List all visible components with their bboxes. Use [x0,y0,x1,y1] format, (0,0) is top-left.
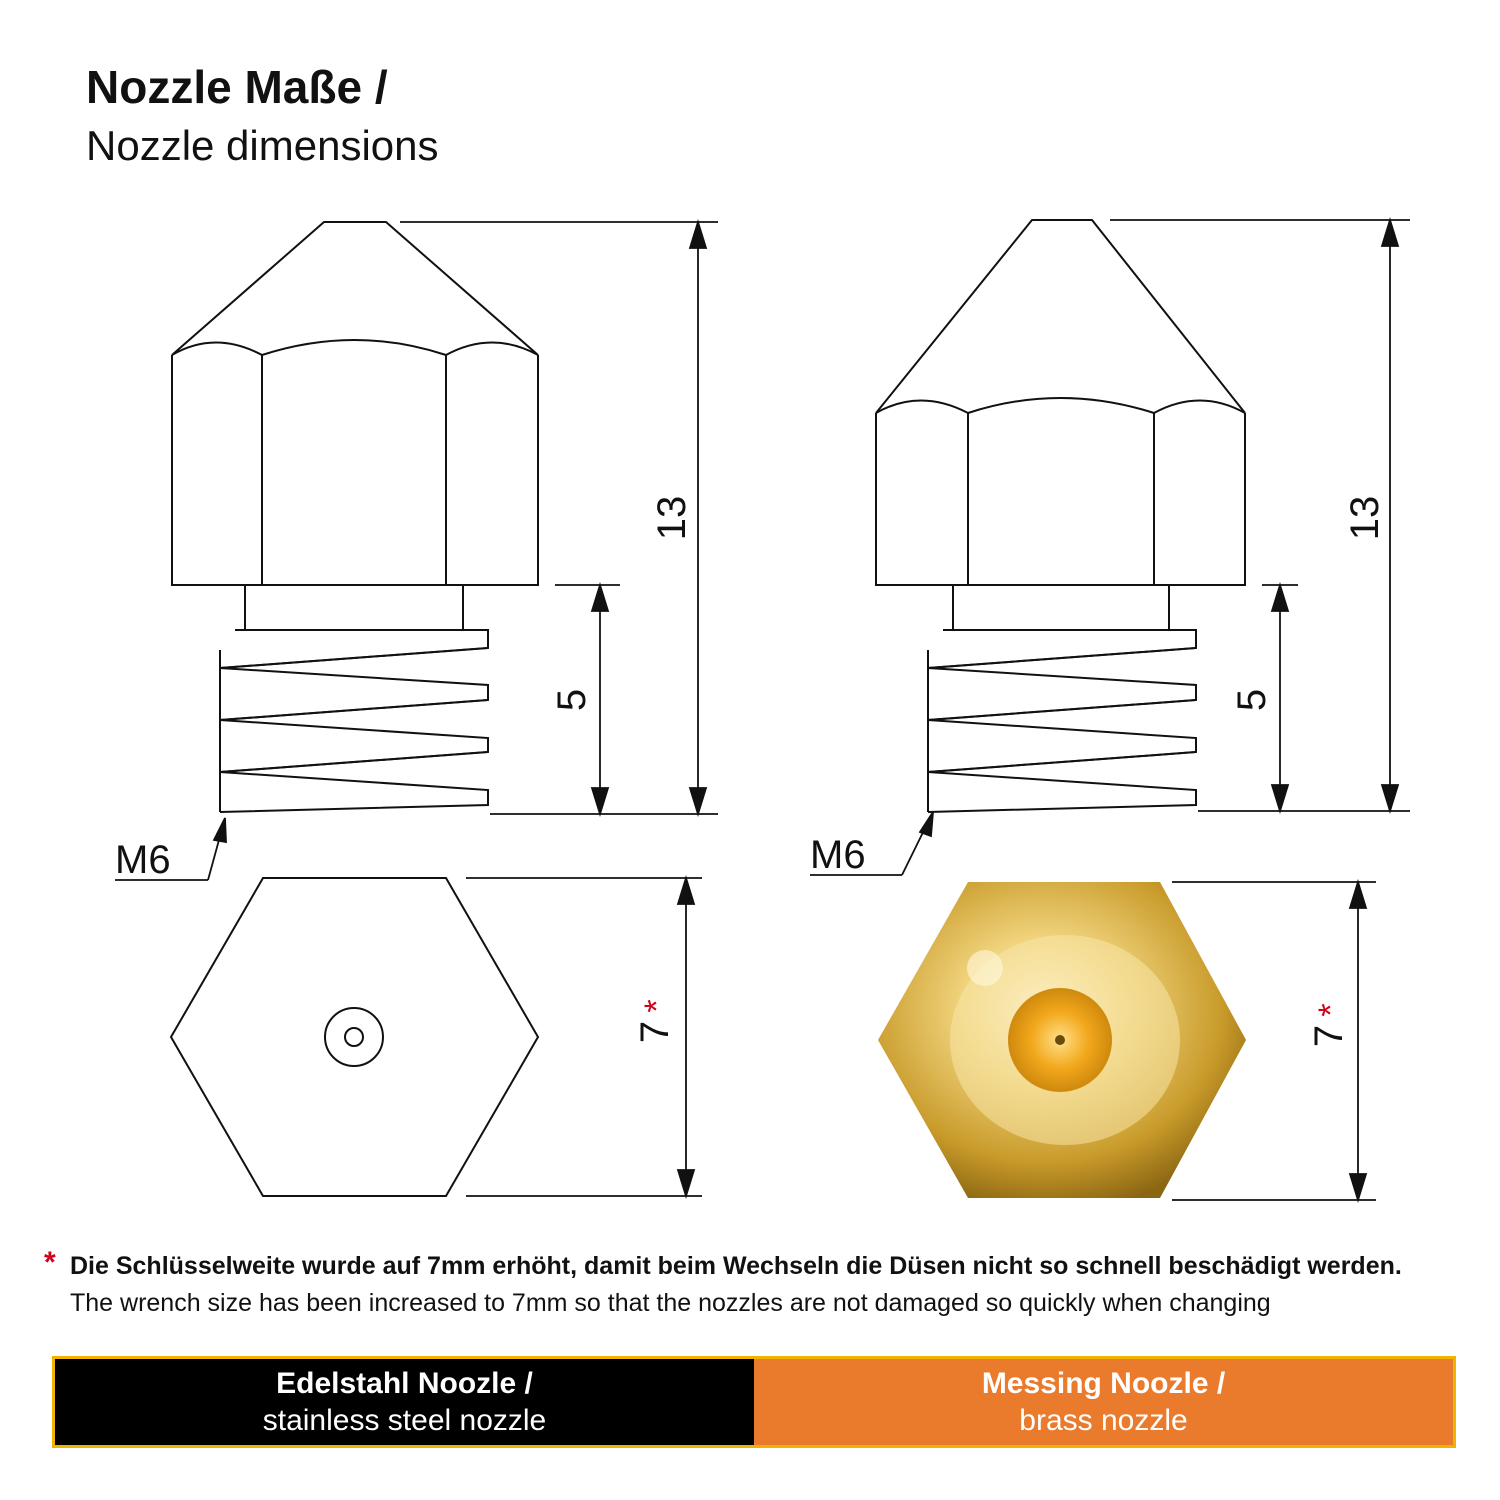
steel-dimension-lines [115,222,718,880]
legend-brass [754,1359,1453,1445]
brass-wrench-label: 7 [1307,1024,1351,1048]
steel-thread-length-label: 5 [550,688,594,712]
steel-wrench-label: 7 [633,1020,677,1044]
brass-thread-length-label: 5 [1230,688,1274,712]
brass-thread-label: M6 [810,833,866,877]
footnote-german: Die Schlüsselweite wurde auf 7mm erhöht, damit beim Wechseln die Düsen nicht so schnell beschädigt werden. [70,1252,1402,1280]
brass-wrench-asterisk: * [1312,1003,1350,1017]
brass-dimension-lines [810,220,1410,875]
legend-brass-english: brass nozzle [1019,1404,1188,1437]
brass-height-label: 13 [1343,495,1387,541]
steel-nozzle-top-view [171,878,538,1196]
footnote-english: The wrench size has been increased to 7mm so that the nozzles are not damaged so quickly when changing [70,1289,1271,1317]
steel-thread-label: M6 [115,838,171,882]
material-legend [52,1356,1456,1448]
legend-steel-english: stainless steel nozzle [262,1404,547,1437]
brass-nozzle-top-view [878,882,1246,1198]
footnote [70,1252,1402,1318]
legend-steel-german: Edelstahl Noozle / [276,1366,533,1400]
legend-steel [55,1359,754,1445]
steel-wrench-asterisk: * [638,999,676,1013]
title-english: Nozzle dimensions [86,122,439,169]
note-asterisk: * [44,1246,56,1279]
steel-height-label: 13 [650,495,694,541]
legend-brass-german: Messing Noozle / [981,1366,1226,1400]
title-german: Nozzle Maße / [86,61,388,113]
steel-nozzle-side-view [172,222,538,812]
brass-nozzle-side-view [876,220,1245,812]
